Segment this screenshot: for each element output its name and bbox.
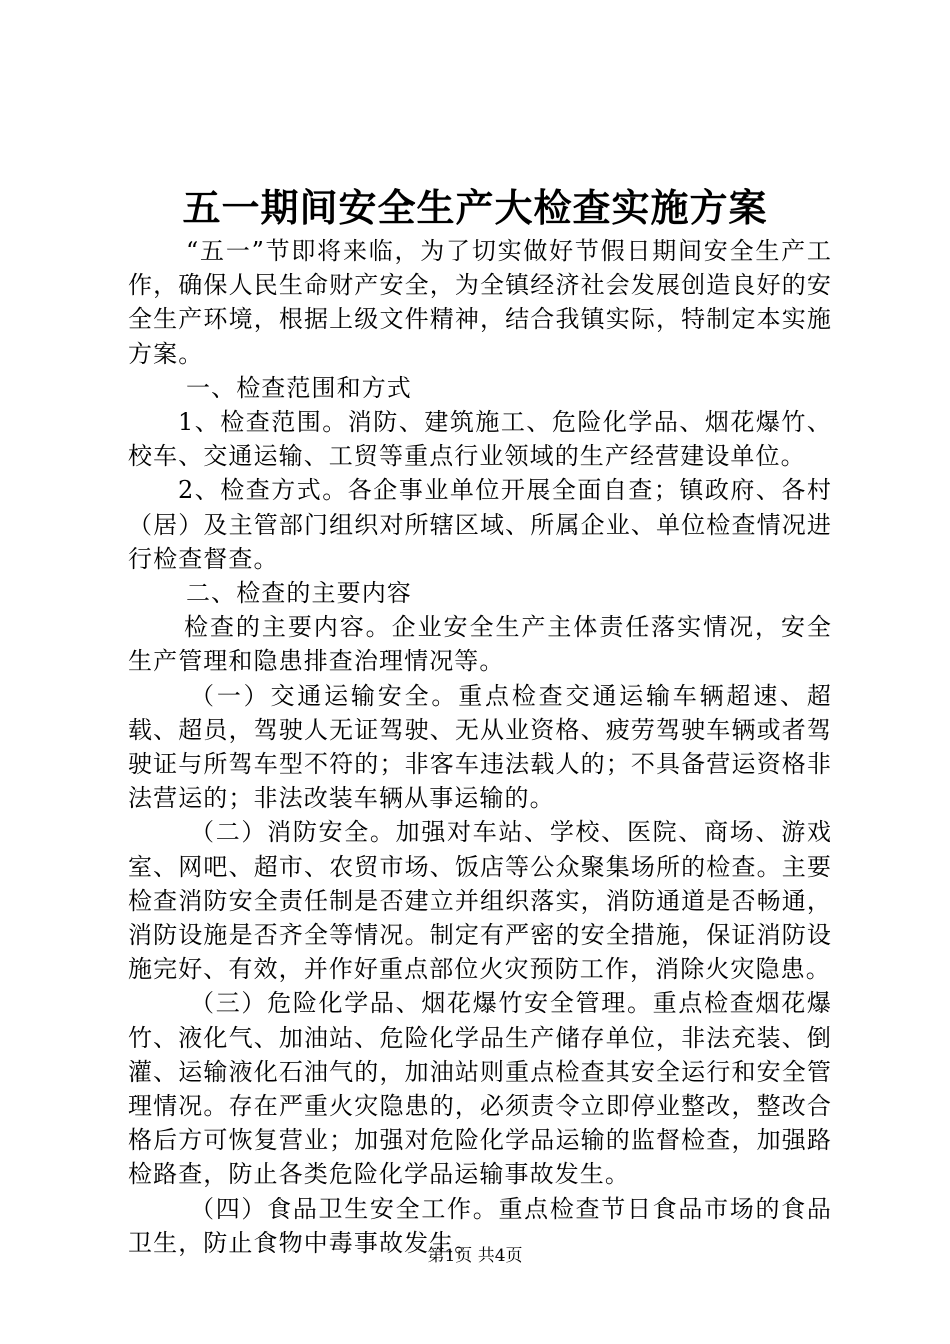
intro-paragraph: “五一”节即将来临，为了切实做好节假日期间安全生产工作，确保人民生命财产安全，为全镇经济社会发展创造良好的安全生产环境，根据上级文件精神，结合我镇实际，特制定本实施方案。 [128, 237, 832, 368]
paragraph-method: 2、检查方式。各企事业单位开展全面自查；镇政府、各村（居）及主管部门组织对所辖区域、所属企业、单位检查情况进行检查督查。 [128, 476, 832, 573]
section-heading-2: 二、检查的主要内容 [186, 579, 412, 608]
paragraph-traffic: （一）交通运输安全。重点检查交通运输车辆超速、超载、超员，驾驶人无证驾驶、无从业资格、疲劳驾驶车辆或者驾驶证与所驾车型不符的；非客车违法载人的；不具备营运资格非法营运的；非法改装车辆从事运输的。 [128, 681, 832, 813]
paragraph-content: 检查的主要内容。企业安全生产主体责任落实情况，安全生产管理和隐患排查治理情况等。 [128, 613, 832, 676]
document-body [128, 234, 832, 1260]
paragraph-fire: （二）消防安全。加强对车站、学校、医院、商场、游戏室、网吧、超市、农贸市场、饭店等公众聚集场所的检查。主要检查消防安全责任制是否建立并组织落实，消防通道是否畅通，消防设施是否齐全等情况。制定有严密的安全措施，保证消防设施完好、有效，并作好重点部位火灾预防工作，消除火灾隐患。 [128, 818, 832, 984]
paragraph-food: （四）食品卫生安全工作。重点检查节日食品市场的食品卫生，防止食物中毒事故发生。 [128, 1194, 832, 1257]
document-title: 五一期间安全生产大检查实施方案 [182, 185, 768, 230]
paragraph-scope: 1、检查范围。消防、建筑施工、危险化学品、烟花爆竹、校车、交通运输、工贸等重点行业领域的生产经营建设单位。 [128, 408, 832, 471]
paragraph-chemicals: （三）危险化学品、烟花爆竹安全管理。重点检查烟花爆竹、液化气、加油站、危险化学品生产储存单位，非法充装、倒灌、运输液化石油气的，加油站则重点检查其安全运行和安全管理情况。存在严重火灾隐患的，必须责令立即停业整改，整改合格后方可恢复营业；加强对危险化学品运输的监督检查，加强路检路查，防止各类危险化学品运输事故发生。 [128, 989, 832, 1189]
section-heading-1: 一、检查范围和方式 [186, 373, 412, 402]
page-footer: 第1页 共4页 [427, 1246, 523, 1266]
